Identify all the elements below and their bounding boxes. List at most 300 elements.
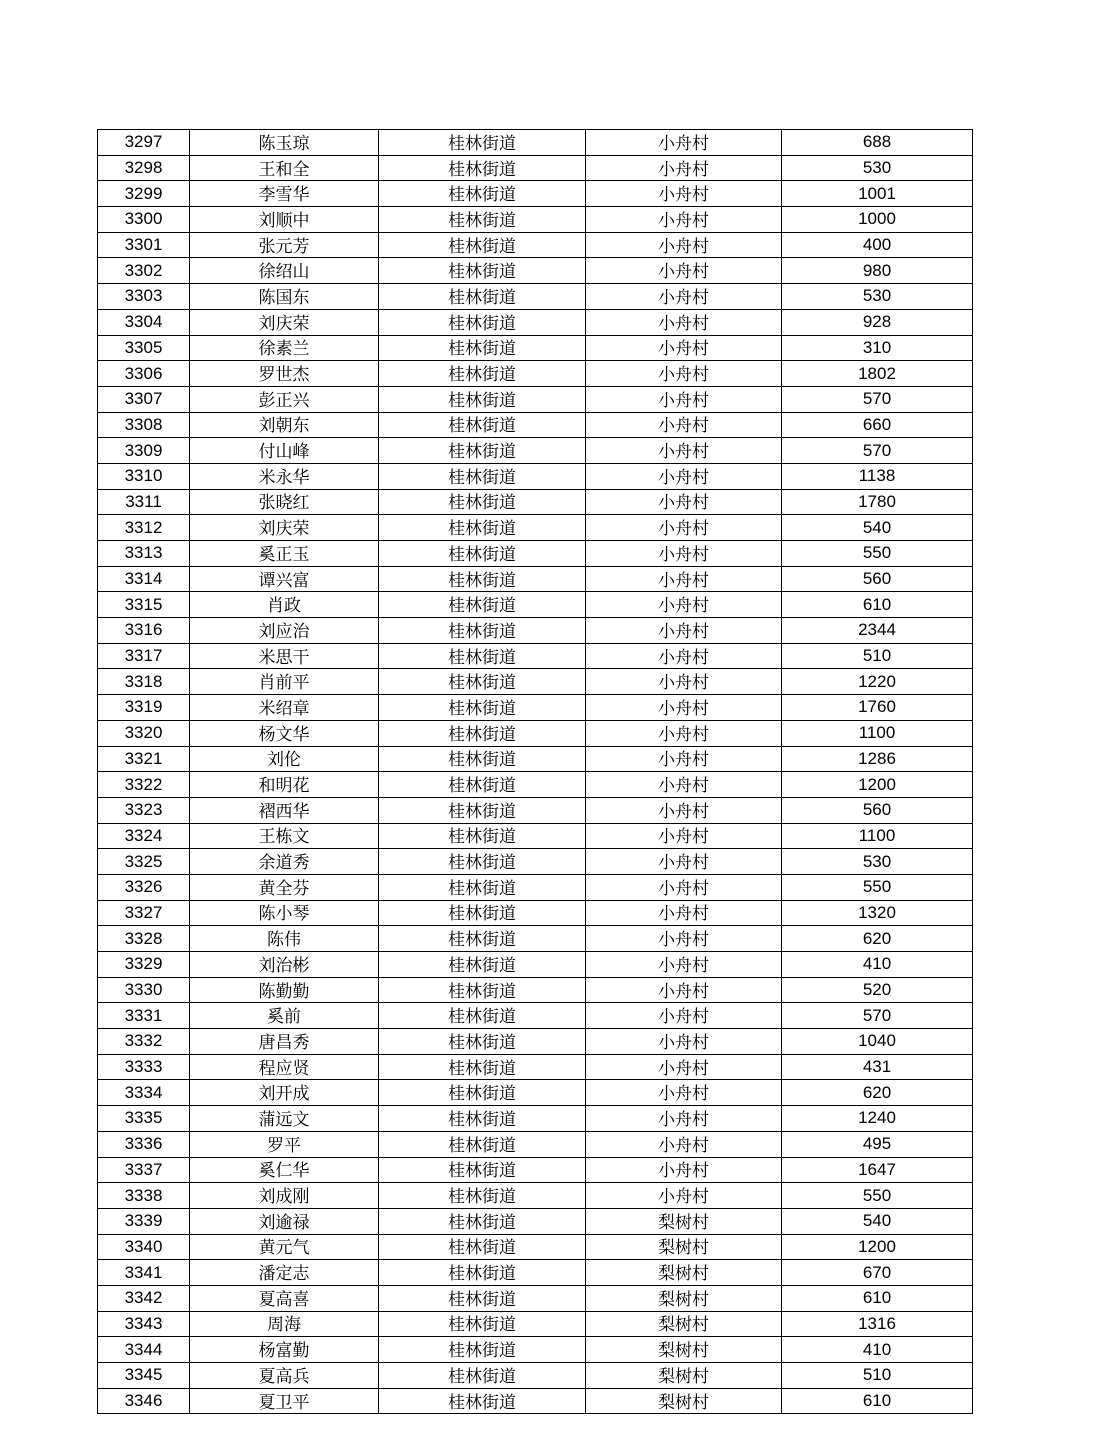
village-cell: 小舟村 (586, 592, 782, 618)
name-cell: 刘应治 (190, 618, 379, 644)
row-number-cell: 3346 (98, 1388, 190, 1414)
row-number-cell: 3331 (98, 1003, 190, 1029)
village-cell: 小舟村 (586, 669, 782, 695)
table-row (98, 695, 973, 721)
name-cell: 刘顺中 (190, 207, 379, 233)
village-cell: 小舟村 (586, 643, 782, 669)
table-body (98, 130, 973, 1414)
amount-cell: 610 (782, 1285, 973, 1311)
name-cell: 罗世杰 (190, 361, 379, 387)
row-number-cell: 3325 (98, 849, 190, 875)
street-cell: 桂林街道 (379, 823, 586, 849)
street-cell: 桂林街道 (379, 361, 586, 387)
street-cell: 桂林街道 (379, 207, 586, 233)
amount-cell: 510 (782, 643, 973, 669)
street-cell: 桂林街道 (379, 130, 586, 156)
row-number-cell: 3306 (98, 361, 190, 387)
name-cell: 和明花 (190, 772, 379, 798)
table-row (98, 669, 973, 695)
row-number-cell: 3305 (98, 335, 190, 361)
table-row (98, 489, 973, 515)
row-number-cell: 3297 (98, 130, 190, 156)
street-cell: 桂林街道 (379, 1029, 586, 1055)
village-cell: 小舟村 (586, 232, 782, 258)
row-number-cell: 3324 (98, 823, 190, 849)
row-number-cell: 3319 (98, 695, 190, 721)
row-number-cell: 3302 (98, 258, 190, 284)
row-number-cell: 3338 (98, 1183, 190, 1209)
row-number-cell: 3314 (98, 566, 190, 592)
row-number-cell: 3320 (98, 720, 190, 746)
street-cell: 桂林街道 (379, 1080, 586, 1106)
name-cell: 夏高兵 (190, 1363, 379, 1389)
amount-cell: 1138 (782, 463, 973, 489)
name-cell: 徐素兰 (190, 335, 379, 361)
street-cell: 桂林街道 (379, 900, 586, 926)
table-row (98, 1337, 973, 1363)
row-number-cell: 3300 (98, 207, 190, 233)
table-row (98, 463, 973, 489)
name-cell: 陈小琴 (190, 900, 379, 926)
village-cell: 小舟村 (586, 849, 782, 875)
name-cell: 程应贤 (190, 1054, 379, 1080)
street-cell: 桂林街道 (379, 489, 586, 515)
village-cell: 小舟村 (586, 772, 782, 798)
amount-cell: 928 (782, 309, 973, 335)
village-cell: 梨树村 (586, 1260, 782, 1286)
amount-cell: 540 (782, 1208, 973, 1234)
row-number-cell: 3332 (98, 1029, 190, 1055)
village-cell: 小舟村 (586, 386, 782, 412)
row-number-cell: 3336 (98, 1131, 190, 1157)
name-cell: 王栋文 (190, 823, 379, 849)
amount-cell: 560 (782, 797, 973, 823)
name-cell: 蒲远文 (190, 1106, 379, 1132)
table-row (98, 772, 973, 798)
name-cell: 奚仁华 (190, 1157, 379, 1183)
amount-cell: 410 (782, 952, 973, 978)
street-cell: 桂林街道 (379, 592, 586, 618)
amount-cell: 570 (782, 386, 973, 412)
amount-cell: 570 (782, 1003, 973, 1029)
row-number-cell: 3326 (98, 874, 190, 900)
street-cell: 桂林街道 (379, 335, 586, 361)
row-number-cell: 3339 (98, 1208, 190, 1234)
name-cell: 米永华 (190, 463, 379, 489)
name-cell: 杨富勤 (190, 1337, 379, 1363)
table-row (98, 592, 973, 618)
village-cell: 小舟村 (586, 1029, 782, 1055)
name-cell: 夏高喜 (190, 1285, 379, 1311)
table-row (98, 207, 973, 233)
table-row (98, 181, 973, 207)
street-cell: 桂林街道 (379, 1131, 586, 1157)
table-row (98, 977, 973, 1003)
amount-cell: 1320 (782, 900, 973, 926)
row-number-cell: 3317 (98, 643, 190, 669)
village-cell: 小舟村 (586, 541, 782, 567)
name-cell: 刘庆荣 (190, 309, 379, 335)
row-number-cell: 3341 (98, 1260, 190, 1286)
village-cell: 小舟村 (586, 489, 782, 515)
amount-cell: 550 (782, 541, 973, 567)
table-row (98, 155, 973, 181)
table-row (98, 309, 973, 335)
street-cell: 桂林街道 (379, 720, 586, 746)
table-row (98, 335, 973, 361)
village-cell: 小舟村 (586, 618, 782, 644)
name-cell: 夏卫平 (190, 1388, 379, 1414)
row-number-cell: 3304 (98, 309, 190, 335)
amount-cell: 520 (782, 977, 973, 1003)
row-number-cell: 3344 (98, 1337, 190, 1363)
street-cell: 桂林街道 (379, 386, 586, 412)
village-cell: 小舟村 (586, 1183, 782, 1209)
street-cell: 桂林街道 (379, 1106, 586, 1132)
table-row (98, 386, 973, 412)
amount-cell: 1802 (782, 361, 973, 387)
row-number-cell: 3323 (98, 797, 190, 823)
village-cell: 小舟村 (586, 1054, 782, 1080)
name-cell: 刘朝东 (190, 412, 379, 438)
table-row (98, 232, 973, 258)
street-cell: 桂林街道 (379, 797, 586, 823)
amount-cell: 620 (782, 926, 973, 952)
table-row (98, 643, 973, 669)
street-cell: 桂林街道 (379, 1054, 586, 1080)
village-cell: 梨树村 (586, 1208, 782, 1234)
table-row (98, 1363, 973, 1389)
table-row (98, 746, 973, 772)
name-cell: 黄元气 (190, 1234, 379, 1260)
amount-cell: 1316 (782, 1311, 973, 1337)
street-cell: 桂林街道 (379, 1003, 586, 1029)
street-cell: 桂林街道 (379, 566, 586, 592)
row-number-cell: 3311 (98, 489, 190, 515)
village-cell: 小舟村 (586, 412, 782, 438)
amount-cell: 1040 (782, 1029, 973, 1055)
village-cell: 小舟村 (586, 797, 782, 823)
name-cell: 杨文华 (190, 720, 379, 746)
table-row (98, 1388, 973, 1414)
name-cell: 周海 (190, 1311, 379, 1337)
village-cell: 梨树村 (586, 1234, 782, 1260)
row-number-cell: 3307 (98, 386, 190, 412)
street-cell: 桂林街道 (379, 1208, 586, 1234)
name-cell: 王和全 (190, 155, 379, 181)
table-row (98, 1183, 973, 1209)
row-number-cell: 3309 (98, 438, 190, 464)
street-cell: 桂林街道 (379, 772, 586, 798)
village-cell: 梨树村 (586, 1363, 782, 1389)
village-cell: 小舟村 (586, 515, 782, 541)
name-cell: 黄全芬 (190, 874, 379, 900)
row-number-cell: 3313 (98, 541, 190, 567)
village-cell: 小舟村 (586, 874, 782, 900)
amount-cell: 2344 (782, 618, 973, 644)
amount-cell: 495 (782, 1131, 973, 1157)
name-cell: 刘伦 (190, 746, 379, 772)
village-cell: 小舟村 (586, 720, 782, 746)
amount-cell: 530 (782, 849, 973, 875)
row-number-cell: 3298 (98, 155, 190, 181)
amount-cell: 1100 (782, 720, 973, 746)
row-number-cell: 3322 (98, 772, 190, 798)
village-cell: 小舟村 (586, 284, 782, 310)
name-cell: 徐绍山 (190, 258, 379, 284)
village-cell: 小舟村 (586, 695, 782, 721)
amount-cell: 431 (782, 1054, 973, 1080)
amount-cell: 310 (782, 335, 973, 361)
amount-cell: 1200 (782, 772, 973, 798)
table-row (98, 1311, 973, 1337)
amount-cell: 1647 (782, 1157, 973, 1183)
name-cell: 谭兴富 (190, 566, 379, 592)
table-row (98, 900, 973, 926)
village-cell: 小舟村 (586, 952, 782, 978)
street-cell: 桂林街道 (379, 669, 586, 695)
street-cell: 桂林街道 (379, 155, 586, 181)
row-number-cell: 3333 (98, 1054, 190, 1080)
village-cell: 小舟村 (586, 181, 782, 207)
amount-cell: 510 (782, 1363, 973, 1389)
village-cell: 小舟村 (586, 130, 782, 156)
village-cell: 小舟村 (586, 361, 782, 387)
table-row (98, 1106, 973, 1132)
amount-cell: 610 (782, 592, 973, 618)
amount-cell: 550 (782, 874, 973, 900)
amount-cell: 1286 (782, 746, 973, 772)
row-number-cell: 3318 (98, 669, 190, 695)
table-row (98, 361, 973, 387)
village-cell: 小舟村 (586, 309, 782, 335)
table-row (98, 1054, 973, 1080)
name-cell: 陈玉琼 (190, 130, 379, 156)
village-cell: 小舟村 (586, 1131, 782, 1157)
table-row (98, 823, 973, 849)
village-cell: 小舟村 (586, 463, 782, 489)
street-cell: 桂林街道 (379, 643, 586, 669)
street-cell: 桂林街道 (379, 515, 586, 541)
table-row (98, 874, 973, 900)
amount-cell: 688 (782, 130, 973, 156)
table-row (98, 849, 973, 875)
name-cell: 刘治彬 (190, 952, 379, 978)
table-row (98, 1208, 973, 1234)
name-cell: 张晓红 (190, 489, 379, 515)
amount-cell: 1200 (782, 1234, 973, 1260)
name-cell: 刘开成 (190, 1080, 379, 1106)
data-table (97, 129, 973, 1414)
row-number-cell: 3310 (98, 463, 190, 489)
row-number-cell: 3337 (98, 1157, 190, 1183)
table-row (98, 258, 973, 284)
name-cell: 唐昌秀 (190, 1029, 379, 1055)
row-number-cell: 3335 (98, 1106, 190, 1132)
name-cell: 刘成刚 (190, 1183, 379, 1209)
table-row (98, 1260, 973, 1286)
village-cell: 小舟村 (586, 1106, 782, 1132)
row-number-cell: 3312 (98, 515, 190, 541)
amount-cell: 1780 (782, 489, 973, 515)
row-number-cell: 3308 (98, 412, 190, 438)
village-cell: 小舟村 (586, 900, 782, 926)
village-cell: 梨树村 (586, 1285, 782, 1311)
village-cell: 梨树村 (586, 1388, 782, 1414)
street-cell: 桂林街道 (379, 181, 586, 207)
name-cell: 奚前 (190, 1003, 379, 1029)
table-row (98, 412, 973, 438)
village-cell: 小舟村 (586, 1157, 782, 1183)
amount-cell: 1240 (782, 1106, 973, 1132)
street-cell: 桂林街道 (379, 926, 586, 952)
village-cell: 小舟村 (586, 823, 782, 849)
village-cell: 小舟村 (586, 155, 782, 181)
row-number-cell: 3345 (98, 1363, 190, 1389)
name-cell: 肖前平 (190, 669, 379, 695)
table-row (98, 797, 973, 823)
amount-cell: 1100 (782, 823, 973, 849)
row-number-cell: 3303 (98, 284, 190, 310)
name-cell: 米绍章 (190, 695, 379, 721)
street-cell: 桂林街道 (379, 874, 586, 900)
table-row (98, 1157, 973, 1183)
row-number-cell: 3321 (98, 746, 190, 772)
table-row (98, 541, 973, 567)
village-cell: 梨树村 (586, 1311, 782, 1337)
street-cell: 桂林街道 (379, 541, 586, 567)
row-number-cell: 3329 (98, 952, 190, 978)
table-row (98, 438, 973, 464)
village-cell: 小舟村 (586, 1003, 782, 1029)
name-cell: 余道秀 (190, 849, 379, 875)
street-cell: 桂林街道 (379, 232, 586, 258)
table-row (98, 284, 973, 310)
village-cell: 小舟村 (586, 438, 782, 464)
row-number-cell: 3316 (98, 618, 190, 644)
name-cell: 刘庆荣 (190, 515, 379, 541)
amount-cell: 1220 (782, 669, 973, 695)
table-row (98, 618, 973, 644)
amount-cell: 530 (782, 155, 973, 181)
street-cell: 桂林街道 (379, 1260, 586, 1286)
table-row (98, 1285, 973, 1311)
street-cell: 桂林街道 (379, 1363, 586, 1389)
table-row (98, 1029, 973, 1055)
name-cell: 潘定志 (190, 1260, 379, 1286)
amount-cell: 620 (782, 1080, 973, 1106)
row-number-cell: 3301 (98, 232, 190, 258)
name-cell: 罗平 (190, 1131, 379, 1157)
name-cell: 陈勤勤 (190, 977, 379, 1003)
village-cell: 小舟村 (586, 207, 782, 233)
row-number-cell: 3327 (98, 900, 190, 926)
amount-cell: 660 (782, 412, 973, 438)
table-row (98, 566, 973, 592)
street-cell: 桂林街道 (379, 438, 586, 464)
name-cell: 彭正兴 (190, 386, 379, 412)
street-cell: 桂林街道 (379, 309, 586, 335)
village-cell: 小舟村 (586, 335, 782, 361)
street-cell: 桂林街道 (379, 258, 586, 284)
amount-cell: 1000 (782, 207, 973, 233)
name-cell: 陈国东 (190, 284, 379, 310)
amount-cell: 400 (782, 232, 973, 258)
row-number-cell: 3343 (98, 1311, 190, 1337)
table-row (98, 926, 973, 952)
amount-cell: 530 (782, 284, 973, 310)
name-cell: 米思干 (190, 643, 379, 669)
amount-cell: 540 (782, 515, 973, 541)
village-cell: 小舟村 (586, 566, 782, 592)
name-cell: 肖政 (190, 592, 379, 618)
street-cell: 桂林街道 (379, 1234, 586, 1260)
row-number-cell: 3330 (98, 977, 190, 1003)
row-number-cell: 3315 (98, 592, 190, 618)
row-number-cell: 3340 (98, 1234, 190, 1260)
village-cell: 小舟村 (586, 1080, 782, 1106)
name-cell: 奚正玉 (190, 541, 379, 567)
village-cell: 小舟村 (586, 926, 782, 952)
street-cell: 桂林街道 (379, 746, 586, 772)
village-cell: 小舟村 (586, 977, 782, 1003)
village-cell: 小舟村 (586, 258, 782, 284)
table-row (98, 515, 973, 541)
table-row (98, 952, 973, 978)
amount-cell: 570 (782, 438, 973, 464)
amount-cell: 670 (782, 1260, 973, 1286)
street-cell: 桂林街道 (379, 695, 586, 721)
name-cell: 张元芳 (190, 232, 379, 258)
amount-cell: 1001 (782, 181, 973, 207)
table-row (98, 1234, 973, 1260)
amount-cell: 410 (782, 1337, 973, 1363)
street-cell: 桂林街道 (379, 618, 586, 644)
street-cell: 桂林街道 (379, 849, 586, 875)
street-cell: 桂林街道 (379, 1311, 586, 1337)
name-cell: 李雪华 (190, 181, 379, 207)
street-cell: 桂林街道 (379, 1157, 586, 1183)
street-cell: 桂林街道 (379, 952, 586, 978)
row-number-cell: 3299 (98, 181, 190, 207)
village-cell: 梨树村 (586, 1337, 782, 1363)
street-cell: 桂林街道 (379, 412, 586, 438)
street-cell: 桂林街道 (379, 1285, 586, 1311)
amount-cell: 1760 (782, 695, 973, 721)
table-row (98, 1131, 973, 1157)
table-row (98, 720, 973, 746)
name-cell: 陈伟 (190, 926, 379, 952)
street-cell: 桂林街道 (379, 463, 586, 489)
street-cell: 桂林街道 (379, 1337, 586, 1363)
amount-cell: 610 (782, 1388, 973, 1414)
name-cell: 褶西华 (190, 797, 379, 823)
table-row (98, 130, 973, 156)
name-cell: 付山峰 (190, 438, 379, 464)
village-cell: 小舟村 (586, 746, 782, 772)
row-number-cell: 3342 (98, 1285, 190, 1311)
row-number-cell: 3334 (98, 1080, 190, 1106)
row-number-cell: 3328 (98, 926, 190, 952)
street-cell: 桂林街道 (379, 977, 586, 1003)
street-cell: 桂林街道 (379, 1388, 586, 1414)
amount-cell: 980 (782, 258, 973, 284)
table-row (98, 1080, 973, 1106)
street-cell: 桂林街道 (379, 1183, 586, 1209)
amount-cell: 550 (782, 1183, 973, 1209)
street-cell: 桂林街道 (379, 284, 586, 310)
table-row (98, 1003, 973, 1029)
